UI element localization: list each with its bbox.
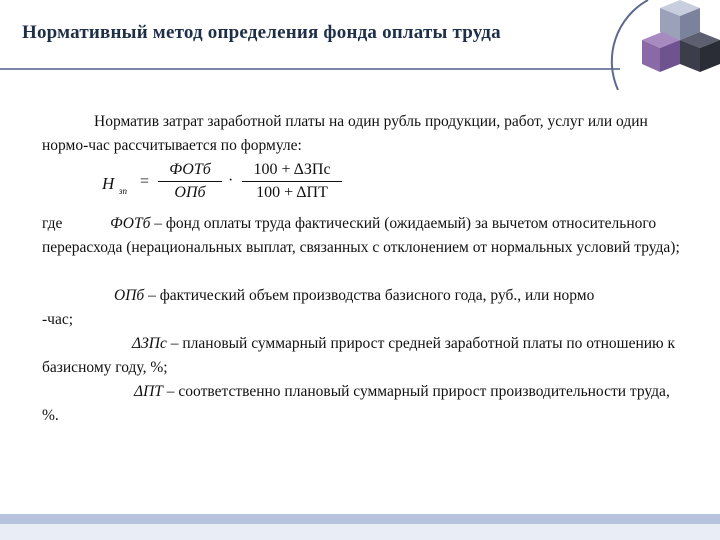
intro-block: [42, 110, 682, 158]
fraction-1-numerator: ФОТб: [169, 161, 211, 178]
formula-lhs: H: [102, 174, 115, 193]
definition-zp: [42, 332, 682, 380]
zp-symbol: ΔЗПс: [132, 335, 167, 352]
footer-band-light: [0, 524, 720, 540]
fot-description: – фонд оплаты труда фактический (ожидаемый) за вычетом относительного перерасхода (нерациональных выплат, связанных с отклонением от нормальных условий труда);: [42, 215, 680, 256]
formula-lhs-subscript: зп: [119, 186, 128, 196]
definition-fot: [42, 212, 682, 260]
footer-band: [0, 514, 720, 524]
cubes-logo-icon: [608, 0, 720, 90]
op-description: – фактический объем производства базисного года, руб., или нормо: [148, 287, 595, 304]
definition-pt: [42, 380, 682, 428]
fraction-1-bar: [158, 181, 222, 182]
where-label: где: [42, 215, 63, 232]
definition-op: [42, 284, 682, 308]
pt-symbol: ΔПТ: [134, 383, 163, 400]
intro-paragraph: Норматив затрат заработной платы на один рубль продукции, работ, услуг или один нормо-час рассчитывается по формуле:: [42, 113, 648, 154]
op-symbol: ОПб: [114, 287, 145, 304]
header-divider: [0, 68, 620, 70]
pt-description: – соответственно плановый суммарный прирост производительности труда, %.: [42, 383, 670, 424]
fraction-2-numerator: 100 + ΔЗПс: [253, 161, 331, 178]
fraction-2-denominator: 100 + ΔПТ: [256, 184, 328, 201]
zp-description: – плановый суммарный прирост средней заработной платы по отношению к базисному году, %;: [42, 335, 676, 376]
formula-fraction-2: [242, 160, 342, 203]
formula-multiply-dot: ·: [228, 172, 234, 189]
formula: [102, 160, 331, 210]
slide-header: [0, 0, 720, 70]
formula-equals: =: [140, 173, 150, 190]
op-description-continued: -час;: [42, 311, 74, 328]
fot-symbol: ФОТб: [110, 215, 151, 232]
definition-op-continued: [42, 308, 682, 332]
fraction-1-denominator: ОПб: [174, 184, 206, 201]
slide-title: Нормативный метод определения фонда оплаты труда: [22, 22, 501, 43]
formula-fraction-1: [158, 160, 222, 203]
fraction-2-bar: [242, 181, 342, 182]
